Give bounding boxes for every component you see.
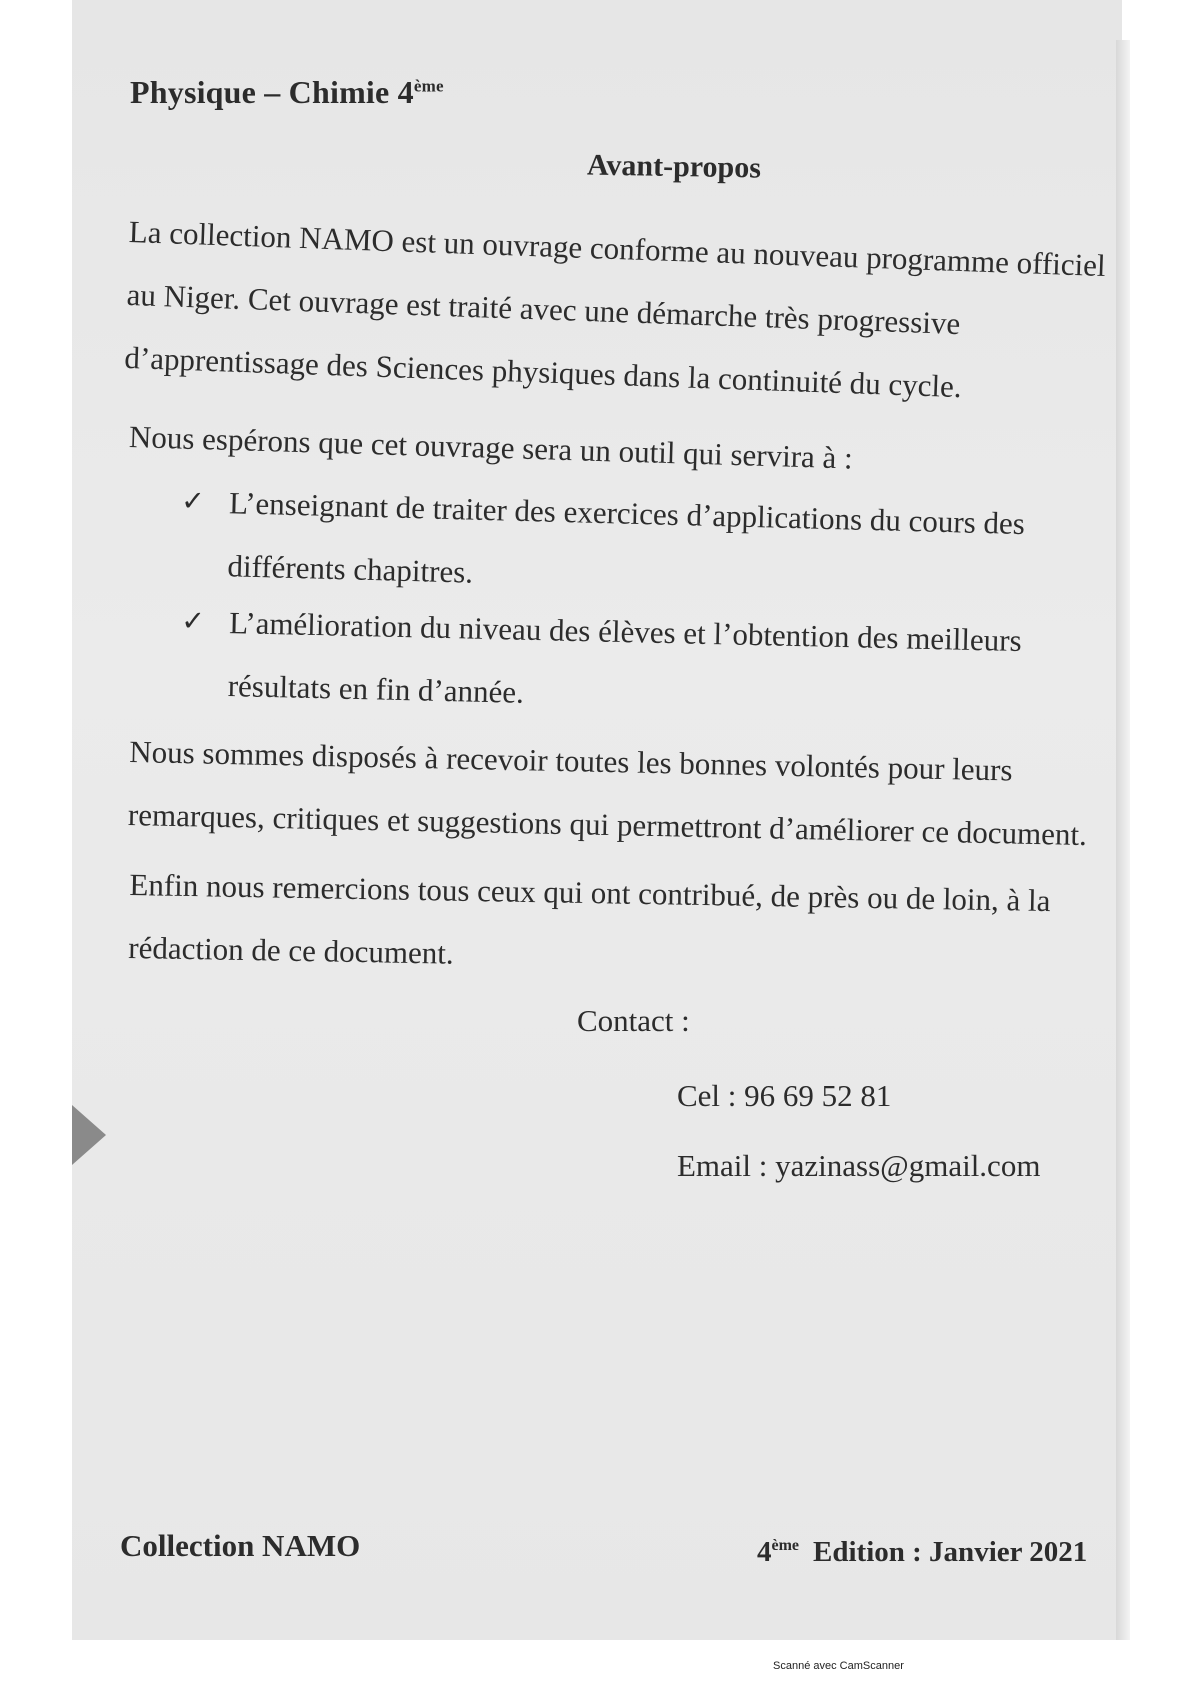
footer-collection: Collection NAMO <box>120 1528 361 1563</box>
bullet-text: L’amélioration du niveau des élèves et l’obtention des meilleurs résultats en fin d’année. <box>227 605 1023 710</box>
footer-edition <box>757 1536 1087 1569</box>
bullet-text: L’enseignant de traiter des exercices d’applications du cours des différents chapitres. <box>227 485 1026 590</box>
edition-superscript: ème <box>771 1537 800 1555</box>
subject-header <box>130 74 444 111</box>
contact-label: Contact : <box>577 1003 690 1038</box>
hope-paragraph: Nous espérons que cet ouvrage sera un outil qui servira à : <box>128 418 854 476</box>
bullet-item <box>179 590 1082 736</box>
contact-phone: Cel : 96 69 52 81 <box>677 1078 892 1113</box>
intro-paragraph: La collection NAMO est un ouvrage conforme au nouveau programme officiel au Niger. Cet ouvrage est traité avec une démarche très progressive d’apprentissage des Sciences physiques dans la continuité du cycle. <box>123 213 1107 405</box>
thanks-paragraph: Enfin nous remercions tous ceux qui ont contribué, de près ou de loin, à la rédaction de ce document. <box>128 866 1051 971</box>
edition-number: 4 <box>757 1536 772 1568</box>
feedback-paragraph: Nous sommes disposés à recevoir toutes les bonnes volontés pour leurs remarques, critiques et suggestions qui permettront d’améliorer ce document. <box>127 733 1088 853</box>
subject-text: Physique – Chimie 4 <box>130 74 414 110</box>
edition-text: Edition : Janvier 2021 <box>813 1536 1088 1568</box>
contact-email: Email : yazinass@gmail.com <box>677 1148 1041 1183</box>
checkmark-icon: ✓ <box>180 605 206 638</box>
page-title: Avant-propos <box>586 148 762 185</box>
page-clip-mark <box>72 1105 106 1165</box>
document-page <box>72 0 1122 1640</box>
scanner-watermark: Scanné avec CamScanner <box>773 1660 904 1672</box>
checkmark-icon: ✓ <box>180 485 206 518</box>
grade-superscript: ème <box>413 76 444 96</box>
